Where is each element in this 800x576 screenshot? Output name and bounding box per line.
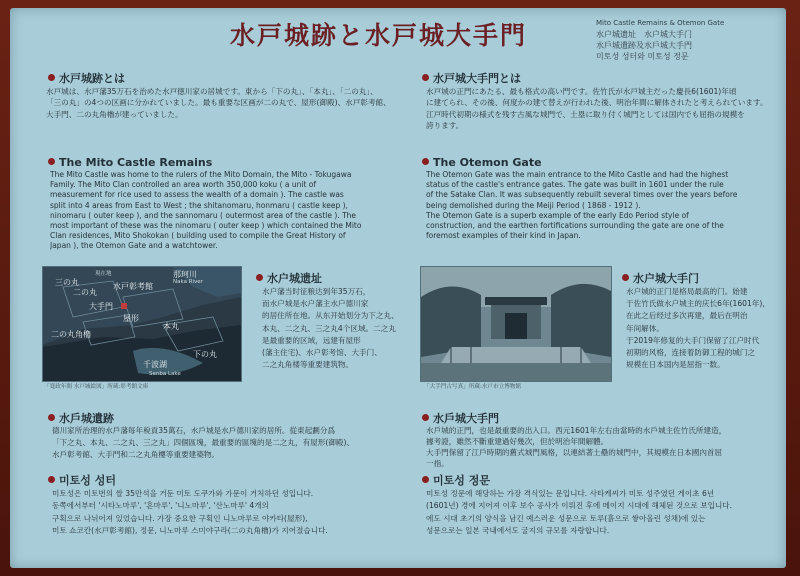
sign-subtitle (596, 18, 772, 62)
subtitle-traditional-chinese: 水戶城遺跡及水戶城大手門 (596, 41, 692, 50)
map-label-current-location: 現在地 (95, 271, 112, 277)
text-zh-gate: 水户城的正门是格局最高的门。始建 于佐竹氏做水户城主的庆长6年(1601年)， 在此之后经过多次再建，最后在明治 年间解体。 于2019年修复的大手门保留了江户时代 初期的风格，连接着防御工程的城门之 规模在日本国内是屈指一数。 (626, 287, 770, 370)
bullet-icon (422, 414, 429, 421)
heading-en-castle: The Mito Castle Remains (48, 156, 212, 169)
text-en-castle: The Mito Castle was home to the rulers of the Mito Domain, the Mito - Tokugawa Family. The Mito Clan controlled an area worth 350,000 koku ( a unit of measurement for rice used to assess the wealth of a domain ). The castle was split into 4 areas from East to West ; the shitanomaru, honmaru ( castle keep ), ninomaru ( outer keep ), and the sannomaru ( outermost area of the castle ). The most important of these was the ninomaru ( outer keep ) which contained the Mito Clan residences, Mito Shokokan ( building used to compile the Great History of Japan ), the Otemon Gate and a watchtower. (50, 170, 362, 251)
text-ja-castle: 水戸城は、水戸藩35万石を治めた水戸徳川家の居城です。東から「下の丸」、「本丸」、「二の丸」、 「三の丸」の4つの区画に分かれていました。最も重要な区画が二の丸で、屋形(御殿)、水戸彰考館、 大手門、二の丸角櫓が建っていました。 (46, 87, 391, 119)
bullet-icon (48, 476, 55, 483)
map-label-yakata: 屋形 (123, 314, 139, 323)
bullet-icon (422, 74, 429, 81)
map-label-senba-lake: 千波湖 (143, 360, 167, 369)
map-label-otemon: 大手門 (89, 302, 113, 311)
bullet-icon (256, 274, 263, 281)
map-label-shokokan: 水戸彰考館 (113, 282, 153, 291)
heading-tw-castle: 水戶城遺跡 (48, 410, 114, 426)
castle-map-image (42, 266, 242, 382)
map-label-naka-river-en: Naka River (173, 279, 203, 285)
subtitle-english: Mito Castle Remains & Otemon Gate (596, 19, 725, 27)
bullet-icon (422, 158, 429, 165)
text-ko-castle: 미토성은 미토번의 쌀 35만석을 거둔 미토 도쿠가와 가문이 거처하던 성입니다. 동쪽에서부터 '시타노마루', '혼마루', '니노마루', '산노마루' 4개의 구획으로 나뉘어져 있었습니다. 가장 중요한 구획인 니노마루로 야카타(屋形), 미토 쇼코칸(水戸彰考館), 정문, 니노마루 스미야구라(二の丸角櫓)가 지어졌습니다. (52, 489, 328, 536)
heading-tw-gate: 水戶城大手門 (422, 410, 499, 426)
photo-caption: 「大手門古写真」所蔵:水戸市立博物館 (424, 384, 521, 390)
map-label-senba-lake-en: Senba Lake (149, 371, 181, 377)
heading-ko-castle: 미토성 성터 (48, 472, 116, 488)
text-ko-gate: 미토성 정문에 해당하는 가장 격식있는 문입니다. 사타케씨가 미토 성주였던 게이초 6년 (1601년) 경에 지어져 이후 보수 공사가 이뤄진 후에 메이지 시대에 해체된 것으로 보입니다. 에도 시대 초기의 양식을 남긴 예스러운 성문으로 토루(흙으로 쌓아올린 성채)에 있는 성문으로는 일본 국내에서도 굴지의 규모를 자랑합니다. (426, 489, 733, 536)
text-zh-castle: 水户藩当时征粮达到年35万石， 而水户城是水户藩主水户德川家 的居住所在地。从东开始划分为下之丸、 本丸、二之丸、三之丸4个区域。二之丸 是最重要的区域，远建有屋形 (藩主住宅)、水户彰考馆、大手门、 二之丸角楼等重要建筑物。 (262, 287, 399, 370)
map-label-honmaru: 本丸 (163, 322, 179, 331)
bullet-icon (48, 414, 55, 421)
sign-title: 水戸城跡と水戸城大手門 (230, 21, 528, 50)
map-label-watchtower: 二の丸角櫓 (51, 330, 91, 339)
map-label-shimonomaru: 下の丸 (193, 350, 217, 359)
map-label-ninomaru: 二の丸 (73, 288, 97, 297)
gate-photo-illustration (421, 267, 611, 381)
heading-ja-castle: 水戸城跡とは (48, 70, 125, 86)
text-tw-castle: 德川家所治理的水戶藩每年稅貢35萬石，水戶城是水戶德川家的居所。從東起劃分爲 「下之丸、本丸、二之丸、三之丸」四個區塊，最重要的區塊的是二之丸，有屋形(御殿)、 水戶彰考館、大手門和二之丸角樓等重要建築物。 (52, 426, 355, 459)
text-en-gate: The Otemon Gate was the main entrance to the Mito Castle and had the highest status of the castle's entrance gates. The gate was built in 1601 under the rule of the Satake Clan. It was subsequently rebuilt several times over the years before being demolished during the Meiji Period ( 1868 - 1912 ). The Otemon Gate is a superb example of the early Edo Period style of construction, and the earthen fortifications surrounding the gate are one of the foremost examples of their kind in Japan. (426, 170, 738, 241)
heading-ko-gate: 미토성 정문 (422, 472, 490, 488)
heading-zh-castle: 水户城遗址 (256, 270, 322, 286)
map-label-sannomaru: 三の丸 (55, 278, 79, 287)
text-tw-gate: 水戶城的正門，也是最重要的出入口。西元1601年左右由當時的水戶城主佐竹氏所建造， 據考證，雖然不斷重建過好幾次，但於明治年間解體。 大手門保留了江戶時期的舊式城門風格，以連結著土壘的城門中，其規模在日本國內首屈 一指。 (426, 426, 727, 468)
bullet-icon (48, 74, 55, 81)
gate-photo (420, 266, 612, 382)
bullet-icon (422, 476, 429, 483)
subtitle-simplified-chinese: 水户城遗址 水户城大手门 (596, 30, 692, 39)
map-label-naka-river: 那珂川 (173, 270, 197, 279)
bullet-icon (48, 158, 55, 165)
heading-en-gate: The Otemon Gate (422, 156, 542, 169)
heading-ja-gate: 水戸城大手門とは (422, 70, 521, 86)
bullet-icon (622, 274, 629, 281)
heading-zh-gate: 水户城大手门 (622, 270, 699, 286)
map-caption: 「寛政年間 水戸城絵図」所蔵:彰考館文庫 (44, 384, 149, 390)
text-ja-gate: 水戸城の正門にあたる、最も格式の高い門です。佐竹氏が水戸城主だった慶長6(1601)年頃 に建てられ、その後、何度かの建て替えが行われた後、明治年間に解体されたと考えられています。 江戸時代初期の様式を残す古風な城門で、土塁に取り付く城門としては国内でも屈指の規模を 誇ります。 (426, 87, 768, 131)
subtitle-korean: 미토성 성터와 미토성 정문 (596, 52, 689, 61)
